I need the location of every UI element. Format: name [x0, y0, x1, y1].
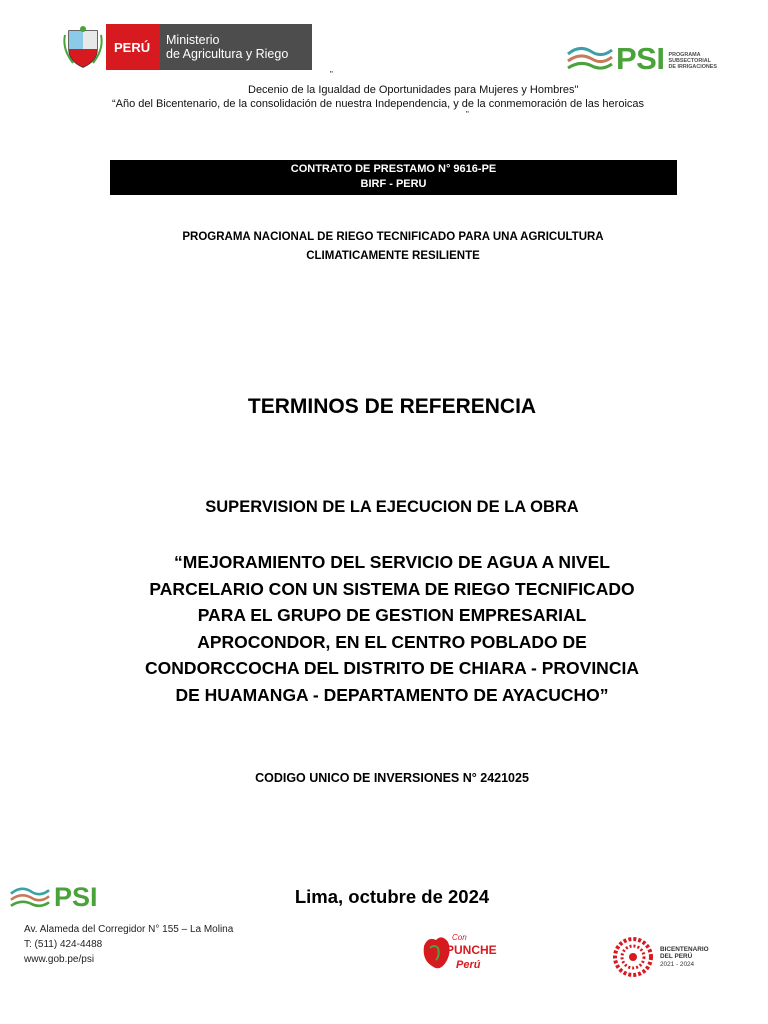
psi-sub-line-2: SUBSECTORIAL	[668, 57, 711, 64]
water-waves-icon	[566, 44, 614, 74]
project-name	[96, 549, 688, 708]
bicentenario-logo	[612, 936, 709, 978]
program-line-1: PROGRAMA NACIONAL DE RIEGO TECNIFICADO PARA UNA AGRICULTURA	[182, 231, 604, 243]
investment-code: CODIGO UNICO DE INVERSIONES N° 2421025	[255, 771, 529, 785]
project-line-6: DE HUAMANGA - DEPARTAMENTO DE AYACUCHO”	[175, 684, 609, 705]
footer-website[interactable]: www.gob.pe/psi	[24, 954, 95, 965]
project-line-1: “MEJORAMIENTO DEL SERVICIO DE AGUA A NIVEL	[174, 552, 610, 572]
psi-subtitle	[668, 52, 717, 71]
footer-address: Av. Alameda del Corregidor N° 155 – La Molina	[24, 924, 234, 935]
punche-peru-text: Perú	[456, 959, 481, 971]
punche-con-text: Con	[452, 933, 467, 942]
psi-footer-text: PSI	[54, 882, 98, 912]
psi-logo-footer	[8, 882, 98, 913]
bicentenario-line-3: 2021 - 2024	[660, 960, 695, 968]
document-title: TERMINOS DE REFERENCIA	[247, 395, 537, 418]
bicentenario-text	[660, 946, 709, 969]
psi-sub-line-1: PROGRAMA	[668, 51, 701, 58]
contract-bank: BIRF - PERU	[360, 178, 427, 190]
punche-word-text: PUNCHE	[446, 943, 497, 957]
project-line-4: APROCONDOR, EN EL CENTRO POBLADO DE	[197, 631, 587, 652]
psi-logo-text: PSI	[616, 41, 665, 76]
bicentenario-emblem-icon	[612, 936, 654, 978]
coat-of-arms-icon	[60, 24, 106, 70]
country-label: PERÚ	[106, 24, 160, 70]
bicentenario-line-2: DEL PERÚ	[660, 953, 693, 961]
document-date: Lima, octubre de 2024	[294, 886, 490, 907]
water-waves-icon	[8, 885, 52, 911]
ministry-logo	[60, 24, 312, 70]
ministry-line-2: de Agricultura y Riego	[166, 47, 289, 61]
footer-contact	[24, 922, 233, 967]
document-subtitle: SUPERVISION DE LA EJECUCION DE LA OBRA	[205, 498, 579, 516]
psi-sub-line-3: DE IRRIGACIONES	[668, 64, 717, 71]
program-line-2: CLIMATICAMENTE RESILIENTE	[306, 250, 480, 262]
psi-logo-header	[566, 38, 734, 80]
footer-phone: T: (511) 424-4488	[24, 939, 103, 950]
decree-quote-open: "	[330, 70, 333, 79]
bicentenario-line-1: BICENTENARIO	[660, 945, 709, 953]
decree-quote-close: "	[466, 110, 469, 119]
contract-banner	[110, 160, 677, 195]
program-name	[0, 228, 768, 266]
project-line-2: PARCELARIO CON UN SISTEMA DE RIEGO TECNIFICADO	[149, 578, 635, 599]
con-punche-peru-logo	[418, 926, 502, 976]
project-line-5: CONDORCCOCHA DEL DISTRITO DE CHIARA - PROVINCIA	[145, 658, 639, 678]
ministry-line-1: Ministerio	[166, 33, 220, 47]
decree-line-1: Decenio de la Igualdad de Oportunidades para Mujeres y Hombres"	[248, 84, 579, 96]
ministry-name	[160, 24, 312, 70]
contract-number: CONTRATO DE PRESTAMO N° 9616-PE	[290, 163, 497, 175]
project-line-3: PARA EL GRUPO DE GESTION EMPRESARIAL	[197, 605, 587, 625]
decree-line-2: “Año del Bicentenario, de la consolidación de nuestra Independencia, y de la conmemoración de las heroicas	[112, 98, 645, 110]
